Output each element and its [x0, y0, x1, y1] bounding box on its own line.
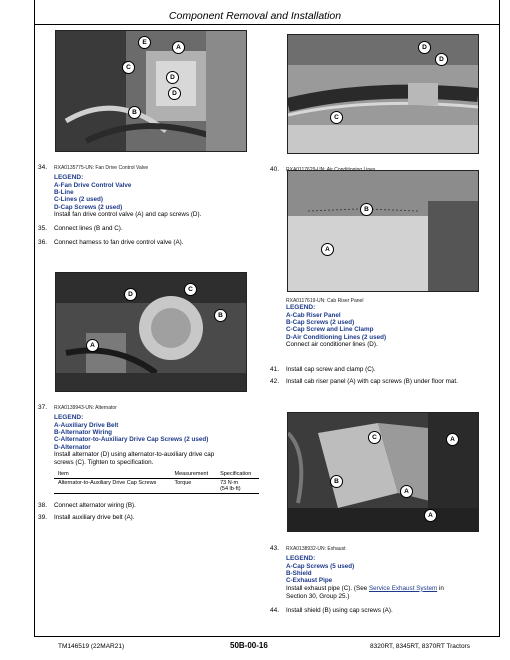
step-text: Section 30, Group 25.): [286, 592, 350, 600]
step-number: 43.: [270, 545, 280, 552]
footer-model-list: 8320RT, 8345RT, 8370RT Tractors: [370, 643, 470, 650]
legend-item: D-Alternator: [54, 443, 91, 451]
page-title: Component Removal and Installation: [168, 10, 342, 22]
footer-document-id: TM146519 (22MAR21): [58, 643, 125, 650]
figure-caption: RXA0138932-UN: Exhaust: [286, 546, 346, 552]
legend-item: D-Cap Screws (2 used): [54, 203, 123, 211]
step-text: Install auxiliary drive belt (A).: [54, 514, 135, 522]
legend-item: B-Line: [54, 188, 74, 196]
table-header: Specification: [216, 470, 259, 479]
legend-title: LEGEND:: [286, 304, 316, 311]
callout-a-3: A: [424, 509, 437, 522]
table-row: [54, 479, 259, 494]
step-text: Install fan drive control valve (A) and cap screws (D).: [54, 211, 202, 219]
step-text: Connect harness to fan drive control valve (A).: [54, 239, 184, 247]
callout-d: D: [124, 288, 137, 301]
callout-a: A: [86, 339, 99, 352]
footer-page-number: 50B-00-16: [230, 641, 268, 650]
legend-item: C-Lines (2 used): [54, 196, 103, 204]
callout-d-2: D: [168, 87, 181, 100]
legend-item: C-Cap Screw and Line Clamp: [286, 326, 374, 334]
callout-d: D: [166, 71, 179, 84]
step-text: Connect air conditioner lines (D).: [286, 341, 378, 349]
legend-item: A-Fan Drive Control Valve: [54, 181, 132, 189]
step-number: 37.: [38, 404, 48, 411]
table-header: Item: [54, 470, 171, 479]
legend-item: C-Alternator-to-Auxiliary Drive Cap Screws (2 used): [54, 436, 209, 444]
callout-a: A: [321, 243, 334, 256]
step-number: 36.: [38, 239, 48, 247]
figure-caption: RXA0139943-UN: Alternator: [54, 405, 117, 411]
callout-c: C: [122, 61, 135, 74]
callout-d-2: D: [435, 53, 448, 66]
step-text: Install cap screw and clamp (C).: [286, 366, 376, 373]
step-text: screws (C). Tighten to specification.: [54, 459, 154, 467]
step-number: 44.: [270, 606, 280, 614]
cab-riser-panel-photo: [287, 170, 479, 292]
legend-item: A-Cap Screws (5 used): [286, 562, 355, 570]
torque-spec-table: [54, 470, 259, 494]
callout-a: A: [172, 41, 185, 54]
fan-drive-control-valve-photo: [55, 30, 247, 152]
table-cell: Alternator-to-Auxiliary Drive Cap Screws: [54, 479, 171, 494]
callout-a-2: A: [400, 485, 413, 498]
table-cell: 73 N·m (54 lb·ft): [216, 479, 259, 494]
step-text: Install exhaust pipe (C). (See Service Exhaust System in: [286, 584, 444, 592]
step-number: 40.: [270, 166, 280, 173]
step-text: Connect lines (B and C).: [54, 225, 123, 233]
legend-item: B-Cap Screws (2 used): [286, 318, 355, 326]
callout-c: C: [368, 431, 381, 444]
air-conditioning-lines-photo: [287, 34, 479, 154]
alternator-photo: [55, 272, 247, 392]
legend-title: LEGEND:: [54, 174, 84, 181]
table-cell: Torque: [171, 479, 217, 494]
table-header: Measurement: [171, 470, 217, 479]
step-number: 35.: [38, 225, 48, 233]
callout-b: B: [330, 475, 343, 488]
callout-c: C: [330, 111, 343, 124]
exhaust-photo: [287, 412, 479, 532]
step-text: Install cab riser panel (A) with cap screws (B) under floor mat.: [286, 378, 458, 385]
step-number: 39.: [38, 514, 48, 522]
service-exhaust-system-link[interactable]: Service Exhaust System: [368, 584, 438, 592]
step-number: 42.: [270, 378, 280, 385]
figure-caption: RXA0117619-UN: Cab Riser Panel: [286, 298, 364, 304]
step-number: 38.: [38, 502, 48, 510]
callout-a: A: [446, 433, 459, 446]
callout-d: D: [418, 41, 431, 54]
legend-item: A-Cab Riser Panel: [286, 311, 341, 319]
step-text: Install alternator (D) using alternator-to-auxiliary drive cap: [54, 451, 215, 459]
step-number: 41.: [270, 366, 280, 373]
legend-item: B-Shield: [286, 569, 312, 577]
callout-e: E: [138, 36, 151, 49]
legend-item: C-Exhaust Pipe: [286, 577, 333, 585]
legend-item: A-Auxiliary Drive Belt: [54, 421, 119, 429]
callout-b: B: [128, 106, 141, 119]
legend-item: B-Alternator Wiring: [54, 428, 113, 436]
legend-title: LEGEND:: [286, 555, 316, 562]
step-number: 34.: [38, 164, 48, 171]
legend-title: LEGEND:: [54, 414, 84, 421]
header-divider: [34, 24, 500, 25]
footer-divider: [34, 636, 500, 637]
legend-item: D-Air Conditioning Lines (2 used): [286, 333, 387, 341]
figure-caption: RXA0135775-UN: Fan Drive Control Valve: [54, 165, 149, 171]
step-text: Connect alternator wiring (B).: [54, 502, 136, 510]
callout-b: B: [360, 203, 373, 216]
step-text: Install shield (B) using cap screws (A).: [286, 606, 393, 614]
callout-c: C: [184, 283, 197, 296]
callout-b: B: [214, 309, 227, 322]
